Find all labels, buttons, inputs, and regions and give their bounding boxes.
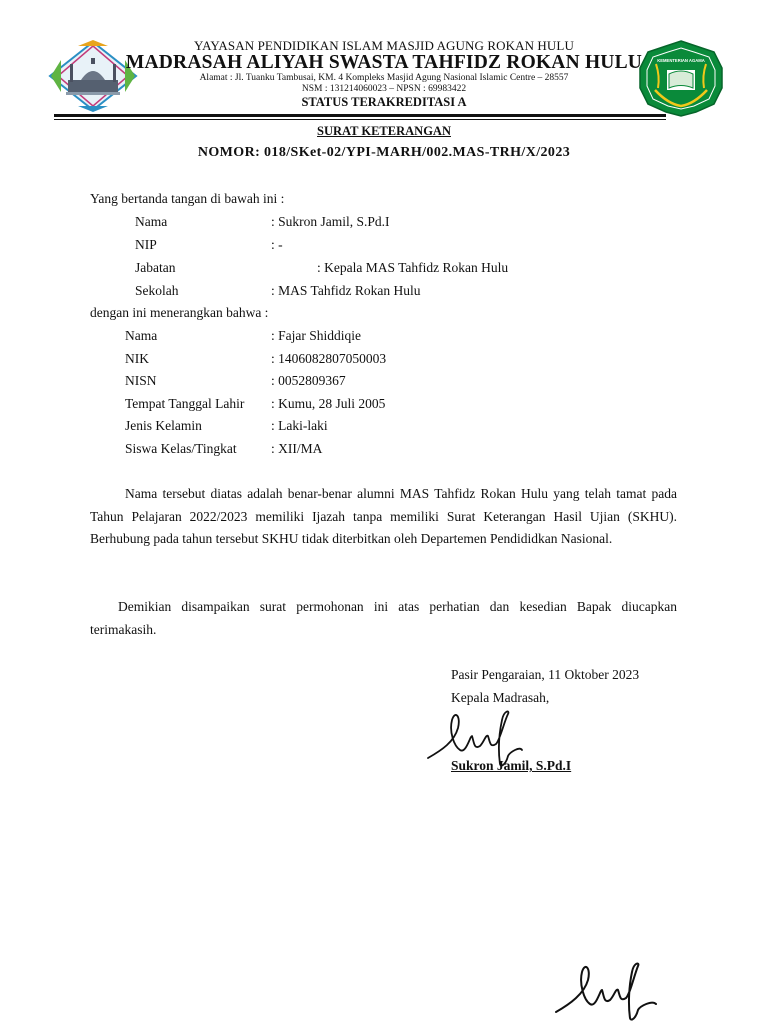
signer-school-label: Sekolah bbox=[135, 283, 179, 298]
school-registration: NSM : 131214060023 – NPSN : 69983422 bbox=[301, 84, 467, 94]
foundation-name: YAYASAN PENDIDIKAN ISLAM MASJID AGUNG ROKAN HULU bbox=[194, 38, 574, 53]
intro-line: Yang bertanda tangan di bawah ini : bbox=[90, 191, 285, 206]
student-gender-value: : Laki-laki bbox=[271, 418, 328, 433]
student-nik-value: : 1406082807050003 bbox=[271, 351, 387, 366]
student-class-label: Siswa Kelas/Tingkat bbox=[125, 441, 237, 456]
signer-position-label: Jabatan bbox=[135, 260, 176, 275]
handwritten-signature-footer bbox=[550, 958, 670, 1024]
signer-position-value: : Kepala MAS Tahfidz Rokan Hulu bbox=[317, 260, 509, 275]
signer-name-value: : Sukron Jamil, S.Pd.I bbox=[271, 214, 390, 229]
header-divider-thick bbox=[54, 114, 666, 117]
body-paragraph bbox=[90, 483, 677, 551]
student-nisn-label: NISN bbox=[125, 373, 157, 388]
student-gender-label: Jenis Kelamin bbox=[125, 418, 202, 433]
letter-number: NOMOR: 018/SKet-02/YPI-MARH/002.MAS-TRH/X/2023 bbox=[197, 145, 571, 160]
school-name: MADRASAH ALIYAH SWASTA TAHFIDZ ROKAN HULU bbox=[125, 52, 643, 73]
body-paragraph-text: Nama tersebut diatas adalah benar-benar alumni MAS Tahfidz Rokan Hulu yang telah tamat pada Tahun Pelajaran 2022/2023 memiliki Ijazah tanpa memiliki Surat Keterangan Hasil Ujian (SKHU). Berhubung pada tahun tersebut SKHU tidak diterbitkan oleh Departemen Pendididkan Nasional. bbox=[90, 486, 677, 547]
header-divider-thin bbox=[54, 119, 666, 120]
declaration-line: dengan ini menerangkan bahwa : bbox=[90, 305, 269, 320]
school-address: Alamat : Jl. Tuanku Tambusai, KM. 4 Kompleks Masjid Agung Nasional Islamic Centre – 28557 bbox=[199, 73, 569, 83]
signer-name-label: Nama bbox=[135, 214, 168, 229]
signer-nip-label: NIP bbox=[135, 237, 157, 252]
student-birth-value: : Kumu, 28 Juli 2005 bbox=[271, 396, 386, 411]
closing-paragraph-text: Demikian disampaikan surat permohonan ini atas perhatian dan kesedian Bapak diucapkan terimakasih. bbox=[90, 599, 677, 637]
signer-name: Sukron Jamil, S.Pd.I bbox=[451, 758, 572, 773]
student-name-label: Nama bbox=[125, 328, 158, 343]
signature-position: Kepala Madrasah, bbox=[451, 690, 550, 705]
signer-nip-value: : - bbox=[271, 237, 283, 252]
student-birth-label: Tempat Tanggal Lahir bbox=[125, 396, 245, 411]
closing-paragraph bbox=[90, 596, 677, 641]
emblem-caption: KEMENTERIAN AGAMA bbox=[657, 58, 705, 63]
student-name-value: : Fajar Shiddiqie bbox=[271, 328, 361, 343]
signature-place-date: Pasir Pengaraian, 11 Oktober 2023 bbox=[451, 667, 640, 682]
student-nik-label: NIK bbox=[125, 351, 149, 366]
accreditation-status: STATUS TERAKREDITASI A bbox=[301, 95, 467, 109]
signer-school-value: : MAS Tahfidz Rokan Hulu bbox=[271, 283, 421, 298]
letter-title: SURAT KETERANGAN bbox=[317, 124, 451, 138]
student-nisn-value: : 0052809367 bbox=[271, 373, 346, 388]
student-class-value: : XII/MA bbox=[271, 441, 323, 456]
